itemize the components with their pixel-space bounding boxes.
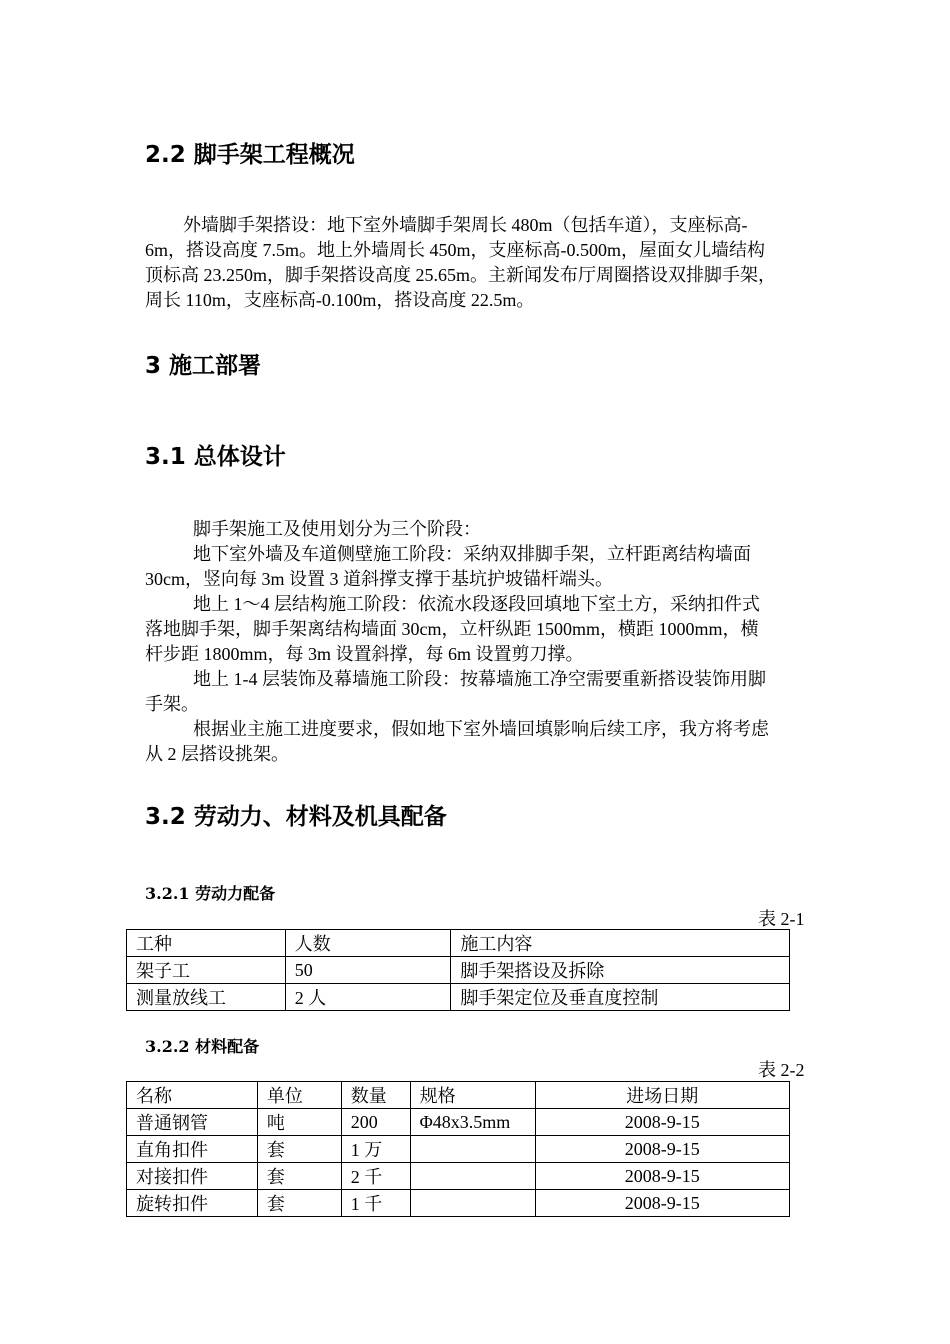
section-heading-3-2: 3.2 劳动力、材料及机具配备 (145, 804, 447, 830)
section-heading-3-2-2: 3.2.2 材料配备 (145, 1037, 260, 1056)
design-paragraphs (145, 517, 817, 767)
table-cell: 1 千 (341, 1190, 410, 1217)
table-header-cell: 单位 (257, 1082, 341, 1109)
table-row (127, 1163, 790, 1190)
table-cell: 50 (285, 957, 451, 984)
section-heading-3: 3 施工部署 (145, 353, 262, 379)
table-cell: 套 (257, 1136, 341, 1163)
design-stage2-line: 地上 1～4 层结构施工阶段：依流水段逐段回填地下室土方，采纳扣件式 (193, 594, 760, 614)
table-row (127, 1190, 790, 1217)
table-cell: 对接扣件 (127, 1163, 258, 1190)
table-cell (410, 1163, 535, 1190)
overview-line: 6m，搭设高度 7.5m。地上外墙周长 450m，支座标高-0.500m，屋面女儿墙结构 (145, 240, 765, 260)
table-cell: 2008-9-15 (535, 1163, 789, 1190)
table-cell: 直角扣件 (127, 1136, 258, 1163)
table-cell: 套 (257, 1190, 341, 1217)
section-heading-3-2-1: 3.2.1 劳动力配备 (145, 884, 276, 903)
table-header-row (127, 1082, 790, 1109)
design-stage2-line: 落地脚手架，脚手架离结构墙面 30cm，立杆纵距 1500mm，横距 1000mm，横 (145, 619, 759, 639)
section-heading-3-1: 3.1 总体设计 (145, 444, 286, 470)
design-note-line: 根据业主施工进度要求，假如地下室外墙回填影响后续工序，我方将考虑 (193, 719, 769, 739)
design-note-line: 从 2 层搭设挑架。 (145, 744, 289, 764)
table-header-cell: 规格 (410, 1082, 535, 1109)
table-cell: 脚手架定位及垂直度控制 (451, 984, 790, 1011)
table-cell: 测量放线工 (127, 984, 286, 1011)
table-cell (410, 1190, 535, 1217)
table-cell: 普通钢管 (127, 1109, 258, 1136)
table-cell: Φ48x3.5mm (410, 1109, 535, 1136)
table-cell: 脚手架搭设及拆除 (451, 957, 790, 984)
table-row (127, 957, 790, 984)
overview-line: 周长 110m，支座标高-0.100m，搭设高度 22.5m。 (145, 290, 535, 310)
table-row (127, 984, 790, 1011)
design-stage1-line: 30cm，竖向每 3m 设置 3 道斜撑支撑于基坑护坡锚杆端头。 (145, 569, 613, 589)
table-cell (410, 1136, 535, 1163)
table-cell: 2 千 (341, 1163, 410, 1190)
table-header-cell: 施工内容 (451, 930, 790, 957)
table-header-cell: 人数 (285, 930, 451, 957)
table-cell: 1 万 (341, 1136, 410, 1163)
material-table (126, 1081, 790, 1217)
table-cell: 架子工 (127, 957, 286, 984)
design-stage3-line: 手架。 (145, 694, 199, 714)
table-caption-2-2: 表 2-2 (758, 1060, 805, 1080)
table-cell: 2008-9-15 (535, 1190, 789, 1217)
overview-line: 外墙脚手架搭设：地下室外墙脚手架周长 480m（包括车道），支座标高- (183, 215, 748, 235)
table-cell: 2 人 (285, 984, 451, 1011)
table-caption-2-1: 表 2-1 (758, 909, 805, 929)
table-row (127, 1136, 790, 1163)
section-heading-2-2: 2.2 脚手架工程概况 (145, 142, 355, 168)
design-intro: 脚手架施工及使用划分为三个阶段： (193, 519, 481, 539)
table-cell: 旋转扣件 (127, 1190, 258, 1217)
design-stage1-line: 地下室外墙及车道侧壁施工阶段：采纳双排脚手架，立杆距离结构墙面 (193, 544, 751, 564)
table-cell: 套 (257, 1163, 341, 1190)
table-header-cell: 数量 (341, 1082, 410, 1109)
labor-table (126, 929, 790, 1011)
overview-paragraph (145, 213, 817, 313)
design-stage2-line: 杆步距 1800mm，每 3m 设置斜撑，每 6m 设置剪刀撑。 (145, 644, 584, 664)
table-header-cell: 进场日期 (535, 1082, 789, 1109)
table-header-cell: 名称 (127, 1082, 258, 1109)
table-header-cell: 工种 (127, 930, 286, 957)
table-cell: 吨 (257, 1109, 341, 1136)
table-cell: 2008-9-15 (535, 1109, 789, 1136)
overview-line: 顶标高 23.250m，脚手架搭设高度 25.65m。主新闻发布厅周圈搭设双排脚手架， (145, 265, 776, 285)
table-header-row (127, 930, 790, 957)
table-cell: 200 (341, 1109, 410, 1136)
table-cell: 2008-9-15 (535, 1136, 789, 1163)
design-stage3-line: 地上 1-4 层装饰及幕墙施工阶段：按幕墙施工净空需要重新搭设装饰用脚 (193, 669, 766, 689)
table-row (127, 1109, 790, 1136)
